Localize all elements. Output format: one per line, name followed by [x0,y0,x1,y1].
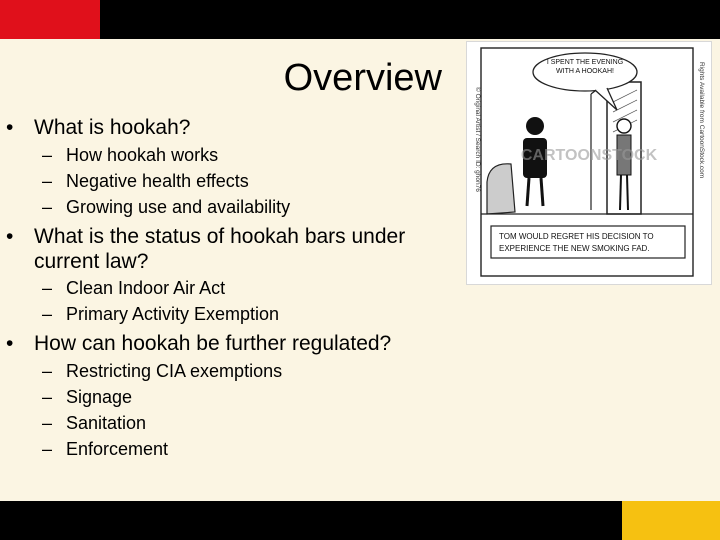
dash-marker: – [42,413,53,433]
credit-right-text: Rights Available from CartoonStock.com [698,62,705,179]
sub-bullet: Growing use and availability [66,197,291,217]
sub-bullet: Clean Indoor Air Act [66,278,226,298]
credit-left-text: © Original Artist / Search ID: ghon76 [474,87,481,192]
top-bar [100,0,720,39]
sub-bullet: How hookah works [66,145,219,165]
dash-marker: – [42,278,53,298]
sub-bullet: Sanitation [66,413,147,433]
speech-text: I SPENT THE EVENING WITH A HOOKAH! [546,59,624,75]
bullet-further-regulation: How can hookah be further regulated? [34,332,392,355]
sub-bullet: Negative health effects [66,171,249,191]
bullet-hookah-bar-status-line2: current law? [34,250,149,273]
bullet-marker: • [6,332,14,355]
caption-line-1: TOM WOULD REGRET HIS DECISION TO [499,232,654,241]
dash-marker: – [42,361,53,381]
sub-bullet: Enforcement [66,439,169,459]
dash-marker: – [42,439,53,459]
dash-marker: – [42,304,53,324]
bullet-hookah-bar-status: What is the status of hookah bars under [34,225,406,248]
watermark-text: CARTOONSTOCK [520,147,658,164]
dash-marker: – [42,145,53,165]
sub-bullet: Restricting CIA exemptions [66,361,283,381]
bullet-marker: • [6,116,14,139]
dash-marker: – [42,387,53,407]
sub-bullet: Signage [66,387,133,407]
dash-marker: – [42,197,53,217]
bullet-what-is-hookah: What is hookah? [34,116,191,139]
bottom-bar [0,501,622,540]
dash-marker: – [42,171,53,191]
top-accent-red [0,0,100,39]
bullet-marker: • [6,225,14,248]
slide-title: Overview [283,57,442,99]
caption-line-2: EXPERIENCE THE NEW SMOKING FAD. [499,244,650,253]
bottom-accent-yellow [622,501,720,540]
sub-bullet: Primary Activity Exemption [66,304,280,324]
cartoon-drawing [467,42,711,284]
hookah-cartoon [466,41,712,285]
